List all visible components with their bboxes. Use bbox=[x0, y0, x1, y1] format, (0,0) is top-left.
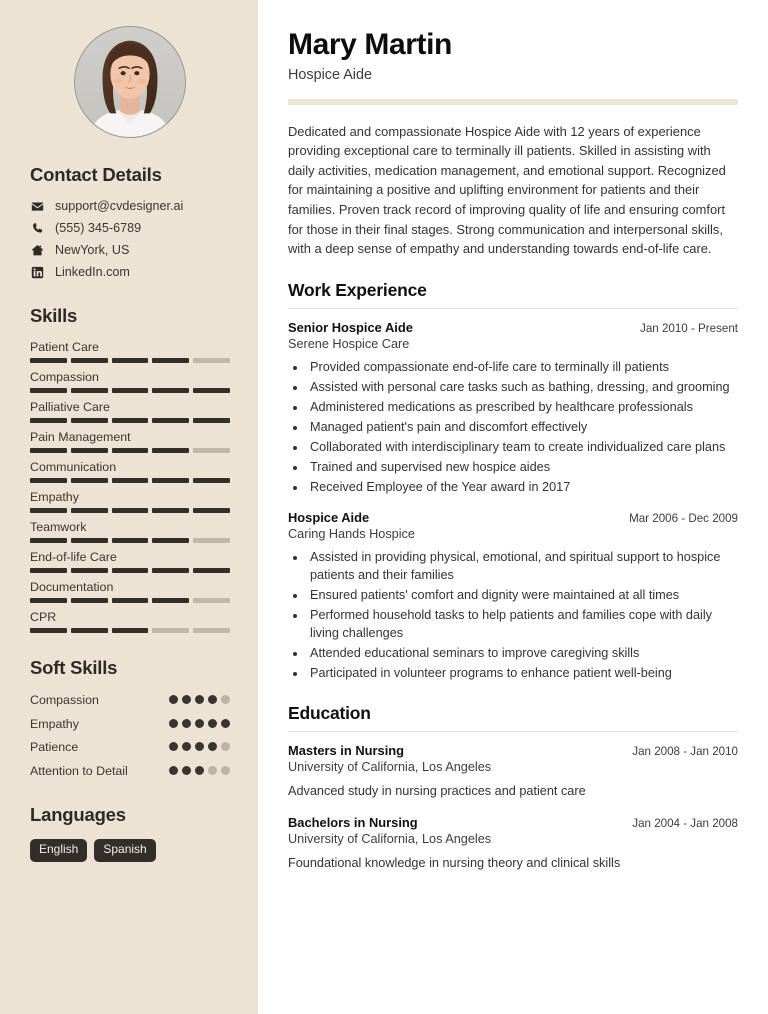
skill-level-bar bbox=[30, 628, 230, 633]
education-entry-header bbox=[288, 743, 738, 758]
work-entry-date: Mar 2006 - Dec 2009 bbox=[629, 512, 738, 526]
page-title: Mary Martin bbox=[288, 28, 452, 61]
skill-segment bbox=[30, 448, 67, 453]
education-entry bbox=[288, 815, 738, 872]
soft-skill-item bbox=[30, 739, 230, 756]
rating-dot bbox=[169, 695, 178, 704]
skill-level-bar bbox=[30, 448, 230, 453]
skill-segment bbox=[112, 538, 149, 543]
rating-dot bbox=[208, 695, 217, 704]
main-content bbox=[258, 0, 768, 1014]
phone-icon bbox=[30, 221, 44, 235]
bullet-item: • Ensured patients' comfort and dignity were maintained at all times bbox=[307, 586, 738, 604]
skill-segment bbox=[112, 448, 149, 453]
skill-segment bbox=[30, 418, 67, 423]
skills-heading: Skills bbox=[30, 305, 78, 326]
rating-dot bbox=[221, 695, 230, 704]
rating-dot bbox=[208, 766, 217, 775]
skill-label: Palliative Care bbox=[30, 400, 110, 414]
skill-segment bbox=[112, 358, 149, 363]
skill-level-bar bbox=[30, 388, 230, 393]
education-entry-degree: Bachelors in Nursing bbox=[288, 814, 418, 830]
contact-item-linkedin[interactable] bbox=[30, 265, 230, 279]
contact-value-location: NewYork, US bbox=[55, 243, 130, 257]
rating-dot bbox=[221, 742, 230, 751]
skill-segment bbox=[193, 448, 230, 453]
section-rule bbox=[288, 308, 738, 309]
education-entry-degree: Masters in Nursing bbox=[288, 743, 405, 759]
email-icon bbox=[30, 199, 44, 213]
soft-skill-rating bbox=[169, 739, 230, 751]
skill-segment bbox=[71, 538, 108, 543]
rating-dot bbox=[169, 766, 178, 775]
work-entry-organization: Caring Hands Hospice bbox=[288, 527, 415, 542]
education-entry-school: University of California, Los Angeles bbox=[288, 760, 492, 775]
rating-dot bbox=[195, 766, 204, 775]
education-entry-date: Jan 2004 - Jan 2008 bbox=[632, 816, 738, 830]
job-title: Hospice Aide bbox=[288, 66, 372, 83]
work-entry bbox=[288, 510, 738, 682]
skill-segment bbox=[71, 478, 108, 483]
skill-segment bbox=[193, 358, 230, 363]
skill-segment bbox=[112, 418, 149, 423]
education-entry-date: Jan 2008 - Jan 2010 bbox=[632, 745, 738, 759]
linkedin-icon bbox=[30, 265, 44, 279]
contact-list bbox=[30, 199, 230, 279]
contact-item-phone[interactable] bbox=[30, 221, 230, 235]
skill-segment bbox=[193, 508, 230, 513]
skill-segment bbox=[152, 568, 189, 573]
soft-skill-rating bbox=[169, 763, 230, 775]
avatar bbox=[74, 26, 186, 138]
skill-segment bbox=[30, 628, 67, 633]
language-pill[interactable]: English bbox=[30, 839, 87, 862]
bullet-item: • Attended educational seminars to improve caregiving skills bbox=[307, 644, 738, 662]
rating-dot bbox=[195, 695, 204, 704]
soft-skill-label: Compassion bbox=[30, 693, 99, 707]
skill-level-bar bbox=[30, 538, 230, 543]
education-entry bbox=[288, 743, 738, 800]
avatar-container bbox=[30, 26, 230, 138]
skill-segment bbox=[30, 478, 67, 483]
education-entry-description: Foundational knowledge in nursing theory and clinical skills bbox=[288, 855, 621, 870]
skill-item bbox=[30, 580, 230, 603]
skill-segment bbox=[152, 418, 189, 423]
skill-segment bbox=[30, 538, 67, 543]
skill-segment bbox=[152, 598, 189, 603]
work-experience-section bbox=[288, 280, 738, 682]
bullet-item: • Participated in volunteer programs to enhance patient well-being bbox=[307, 664, 738, 682]
skill-segment bbox=[112, 508, 149, 513]
rating-dot bbox=[221, 719, 230, 728]
skill-segment bbox=[193, 628, 230, 633]
sidebar bbox=[0, 0, 258, 1014]
skill-segment bbox=[152, 478, 189, 483]
contact-item-email[interactable] bbox=[30, 199, 230, 213]
work-entry-header bbox=[288, 510, 738, 525]
rating-dot bbox=[208, 719, 217, 728]
rating-dot bbox=[195, 742, 204, 751]
skill-level-bar bbox=[30, 358, 230, 363]
languages-heading: Languages bbox=[30, 803, 126, 825]
skill-level-bar bbox=[30, 418, 230, 423]
rating-dot bbox=[169, 719, 178, 728]
soft-skills-list bbox=[30, 692, 230, 780]
skill-segment bbox=[152, 448, 189, 453]
rating-dot bbox=[208, 742, 217, 751]
bullet-item: • Received Employee of the Year award in 2017 bbox=[307, 478, 738, 496]
skill-segment bbox=[30, 358, 67, 363]
skill-segment bbox=[193, 388, 230, 393]
work-entry-organization: Serene Hospice Care bbox=[288, 336, 410, 351]
skill-item bbox=[30, 550, 230, 573]
skill-segment bbox=[71, 418, 108, 423]
skill-segment bbox=[193, 478, 230, 483]
contact-value-phone: (555) 345-6789 bbox=[55, 221, 142, 235]
skill-segment bbox=[30, 388, 67, 393]
skill-level-bar bbox=[30, 508, 230, 513]
skill-label: Teamwork bbox=[30, 520, 87, 534]
skill-label: Communication bbox=[30, 460, 117, 474]
skill-segment bbox=[112, 568, 149, 573]
skills-list bbox=[30, 340, 230, 633]
bullet-item: • Managed patient's pain and discomfort effectively bbox=[307, 418, 738, 436]
skill-segment bbox=[112, 598, 149, 603]
rating-dot bbox=[195, 719, 204, 728]
rating-dot bbox=[221, 766, 230, 775]
skill-segment bbox=[193, 568, 230, 573]
skill-level-bar bbox=[30, 478, 230, 483]
bullet-item: • Provided compassionate end-of-life care to terminally ill patients bbox=[307, 358, 738, 376]
soft-skill-label: Patience bbox=[30, 740, 79, 755]
skill-item bbox=[30, 520, 230, 543]
work-experience-heading: Work Experience bbox=[288, 279, 427, 300]
header-divider bbox=[288, 99, 738, 105]
skill-item bbox=[30, 340, 230, 363]
rating-dot bbox=[182, 766, 191, 775]
contact-value-email: support@cvdesigner.ai bbox=[55, 199, 184, 213]
soft-skill-item bbox=[30, 763, 230, 780]
soft-skills-heading: Soft Skills bbox=[30, 657, 118, 678]
rating-dot bbox=[182, 742, 191, 751]
education-heading: Education bbox=[288, 703, 371, 724]
skill-segment bbox=[71, 598, 108, 603]
education-entry-header bbox=[288, 815, 738, 830]
skill-segment bbox=[30, 508, 67, 513]
skill-segment bbox=[152, 358, 189, 363]
work-entry-bullets bbox=[288, 358, 738, 496]
skill-segment bbox=[30, 568, 67, 573]
skill-segment bbox=[71, 448, 108, 453]
skill-segment bbox=[30, 598, 67, 603]
skill-item bbox=[30, 490, 230, 513]
skill-segment bbox=[193, 598, 230, 603]
skill-label: End-of-life Care bbox=[30, 550, 117, 564]
language-pill[interactable]: Spanish bbox=[94, 839, 155, 862]
bullet-item: • Administered medications as prescribed by healthcare professionals bbox=[307, 398, 738, 416]
work-entry bbox=[288, 320, 738, 496]
skill-segment bbox=[71, 628, 108, 633]
skill-item bbox=[30, 460, 230, 483]
contact-value-linkedin: LinkedIn.com bbox=[55, 265, 130, 279]
bullet-item: • Trained and supervised new hospice aides bbox=[307, 458, 738, 476]
rating-dot bbox=[169, 742, 178, 751]
skill-level-bar bbox=[30, 568, 230, 573]
skill-item bbox=[30, 370, 230, 393]
skill-segment bbox=[152, 628, 189, 633]
soft-skill-label: Empathy bbox=[30, 716, 79, 731]
soft-skill-label: Attention to Detail bbox=[30, 764, 128, 779]
soft-skill-rating bbox=[169, 692, 230, 704]
skill-label: Patient Care bbox=[30, 340, 99, 354]
skill-label: Compassion bbox=[30, 370, 99, 384]
education-entries bbox=[288, 743, 738, 872]
bullet-item: • Assisted with personal care tasks such as bathing, dressing, and grooming bbox=[307, 378, 738, 396]
home-icon bbox=[30, 243, 44, 257]
work-entries bbox=[288, 320, 738, 682]
skill-item bbox=[30, 430, 230, 453]
work-entry-date: Jan 2010 - Present bbox=[640, 321, 738, 335]
professional-summary: Dedicated and compassionate Hospice Aide with 12 years of experience providing exceptional care to terminally ill patients. Skilled in assisting with daily activities, medication management, and emotional support. Recognized for maintaining a positive and uplifting environment for patients and their families. Proven track record of improving quality of life and ensuring comfort for those in their final stages. Strong communication and interpersonal skills, with a deep sense of empathy and understanding towards end-of-life care. bbox=[288, 123, 726, 257]
work-entry-role: Hospice Aide bbox=[288, 510, 370, 526]
soft-skill-item bbox=[30, 692, 230, 709]
skill-segment bbox=[71, 358, 108, 363]
skill-segment bbox=[112, 478, 149, 483]
skill-segment bbox=[112, 388, 149, 393]
languages-list bbox=[30, 839, 230, 862]
skill-segment bbox=[112, 628, 149, 633]
contact-item-location[interactable] bbox=[30, 243, 230, 257]
skill-segment bbox=[193, 538, 230, 543]
bullet-item: • Collaborated with interdisciplinary team to create individualized care plans bbox=[307, 438, 738, 456]
education-entry-description: Advanced study in nursing practices and patient care bbox=[288, 784, 586, 799]
skill-segment bbox=[152, 388, 189, 393]
skill-segment bbox=[193, 418, 230, 423]
section-rule bbox=[288, 731, 738, 732]
skill-segment bbox=[71, 568, 108, 573]
bullet-item: • Performed household tasks to help patients and families cope with daily living challenges bbox=[307, 606, 738, 642]
rating-dot bbox=[182, 719, 191, 728]
bullet-item: • Assisted in providing physical, emotional, and spiritual support to hospice patients and their families bbox=[307, 548, 738, 584]
skill-label: CPR bbox=[30, 610, 57, 624]
avatar-illustration bbox=[75, 27, 185, 137]
contact-details-heading: Contact Details bbox=[30, 164, 162, 185]
skill-label: Documentation bbox=[30, 580, 114, 594]
skill-segment bbox=[152, 508, 189, 513]
education-entry-school: University of California, Los Angeles bbox=[288, 831, 492, 846]
skill-segment bbox=[71, 508, 108, 513]
work-entry-role: Senior Hospice Aide bbox=[288, 319, 413, 335]
rating-dot bbox=[182, 695, 191, 704]
skill-item bbox=[30, 610, 230, 633]
soft-skill-item bbox=[30, 716, 230, 733]
skill-item bbox=[30, 400, 230, 423]
soft-skill-rating bbox=[169, 716, 230, 728]
skill-level-bar bbox=[30, 598, 230, 603]
skill-label: Empathy bbox=[30, 490, 79, 504]
education-section bbox=[288, 703, 738, 872]
work-entry-bullets bbox=[288, 548, 738, 682]
skill-label: Pain Management bbox=[30, 430, 131, 444]
skill-segment bbox=[71, 388, 108, 393]
skill-segment bbox=[152, 538, 189, 543]
work-entry-header bbox=[288, 320, 738, 335]
